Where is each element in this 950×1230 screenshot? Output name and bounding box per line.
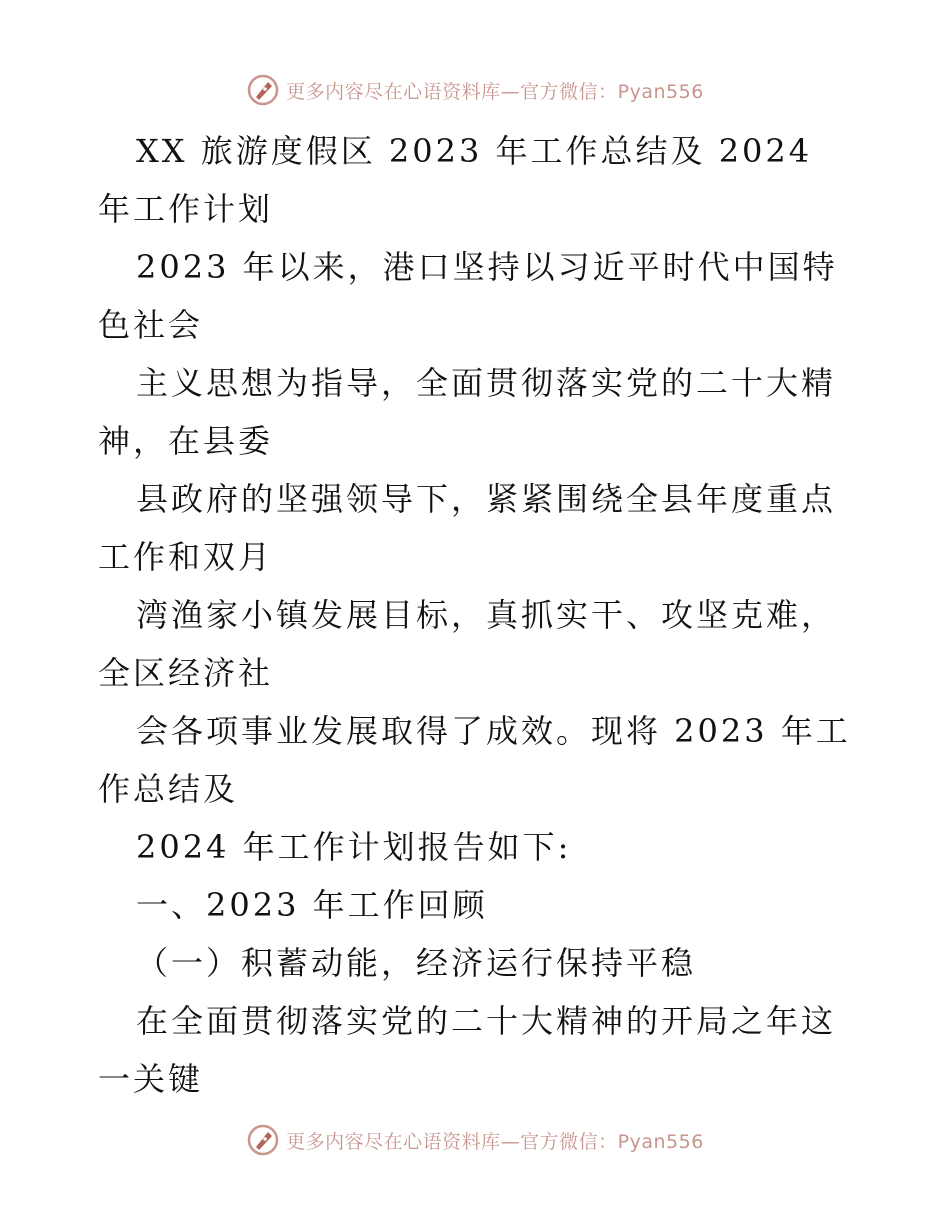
paragraph: 2024 年工作计划报告如下: bbox=[136, 828, 572, 866]
paragraph: 2023 年以来，港口坚持以习近平时代中国特色社会 bbox=[98, 248, 838, 344]
paragraph: 县政府的坚强领导下，紧紧围绕全县年度重点工作和双月 bbox=[98, 480, 837, 576]
document-body bbox=[98, 122, 858, 1108]
paragraph: 湾渔家小镇发展目标，真抓实干、攻坚克难，全区经济社 bbox=[98, 596, 837, 692]
header-watermark bbox=[0, 70, 950, 110]
section-heading: 一、2023 年工作回顾 bbox=[136, 886, 488, 924]
document-title: XX 旅游度假区 2023 年工作总结及 2024 年工作计划 bbox=[98, 132, 813, 228]
subsection-heading: （一）积蓄动能，经济运行保持平稳 bbox=[136, 944, 697, 982]
watermark-text: 更多内容尽在心语资料库—官方微信：Pyan556 bbox=[286, 1130, 704, 1153]
pen-nib-logo-icon bbox=[246, 73, 280, 107]
footer-watermark bbox=[0, 1120, 950, 1160]
watermark-text: 更多内容尽在心语资料库—官方微信：Pyan556 bbox=[286, 80, 704, 103]
paragraph: 会各项事业发展取得了成效。现将 2023 年工作总结及 bbox=[98, 712, 851, 808]
pen-nib-logo-icon bbox=[246, 1123, 280, 1157]
paragraph: 在全面贯彻落实党的二十大精神的开局之年这一关键 bbox=[98, 1002, 837, 1098]
paragraph: 主义思想为指导，全面贯彻落实党的二十大精神，在县委 bbox=[98, 364, 837, 460]
